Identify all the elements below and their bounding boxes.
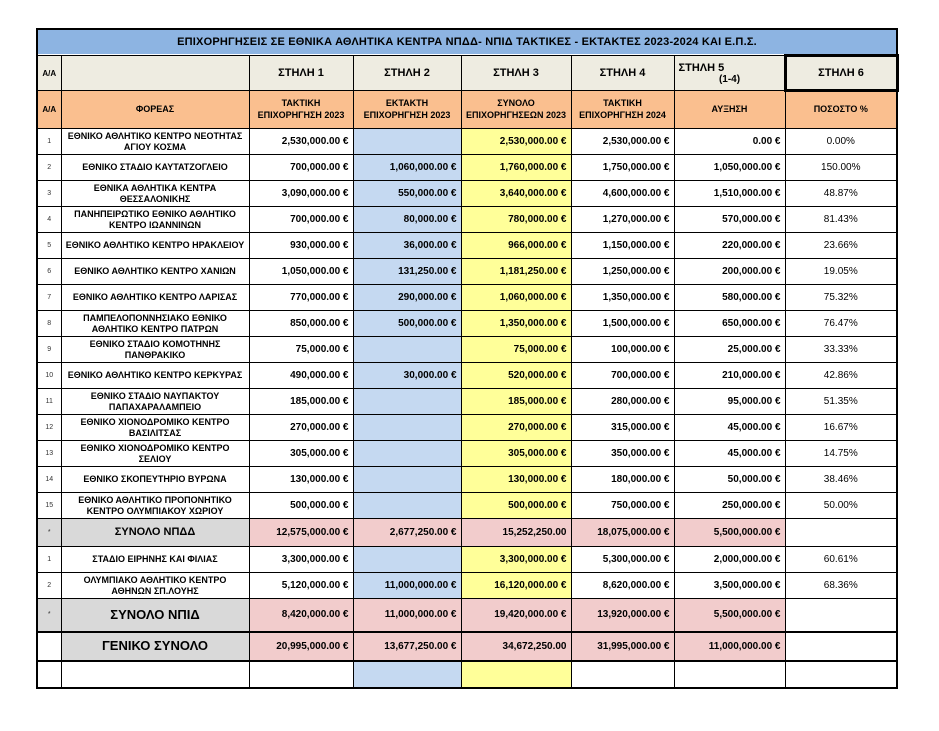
extra-2023-cell: 1,060,000.00 € [353, 155, 461, 181]
table-row [37, 389, 897, 415]
extra-2023-cell [353, 415, 461, 441]
entity-name-cell: ΕΘΝΙΚΟ ΣΤΑΔΙΟ ΚΑΥΤΑΤΖΟΓΛΕΙΟ [61, 155, 249, 181]
row-number-cell [37, 632, 61, 661]
total-2023-cell: 1,060,000.00 € [461, 285, 571, 311]
regular-2023-cell: 3,300,000.00 € [249, 547, 353, 573]
percent-cell: 68.36% [785, 573, 897, 599]
table-row [37, 467, 897, 493]
row-number-cell: 8 [37, 311, 61, 337]
extra-2023-cell: 36,000.00 € [353, 233, 461, 259]
column3-header: ΣΤΗΛΗ 3 [461, 56, 571, 91]
blank-header [61, 56, 249, 91]
increase-cell: 50,000.00 € [674, 467, 785, 493]
percent-cell: 19.05% [785, 259, 897, 285]
regular-2023-cell: 130,000.00 € [249, 467, 353, 493]
regular-2023-cell: 270,000.00 € [249, 415, 353, 441]
extra-2023-cell [353, 547, 461, 573]
total-2023-cell: 16,120,000.00 € [461, 573, 571, 599]
row-number-cell: * [37, 519, 61, 547]
regular-2024-cell: 1,750,000.00 € [571, 155, 674, 181]
regular-2024-cell: 100,000.00 € [571, 337, 674, 363]
row-number-cell: 15 [37, 493, 61, 519]
regular-2024-cell [571, 661, 674, 688]
regular-2023-cell: 1,050,000.00 € [249, 259, 353, 285]
table-row [37, 363, 897, 389]
aa-header: Α/Α [37, 56, 61, 91]
total-2023-cell: 130,000.00 € [461, 467, 571, 493]
table-row [37, 573, 897, 599]
increase-cell: 3,500,000.00 € [674, 573, 785, 599]
total-2023-cell: 780,000.00 € [461, 207, 571, 233]
regular-2024-cell: 280,000.00 € [571, 389, 674, 415]
total-2023-cell: 500,000.00 € [461, 493, 571, 519]
regular-2024-cell: 31,995,000.00 € [571, 632, 674, 661]
column5-label: ΣΤΗΛΗ 5 [678, 61, 725, 74]
total-2023-cell: 3,300,000.00 € [461, 547, 571, 573]
table-row [37, 311, 897, 337]
total-2023-cell: 1,350,000.00 € [461, 311, 571, 337]
row-number-cell: * [37, 599, 61, 632]
table-row [37, 337, 897, 363]
percent-cell [785, 661, 897, 688]
extra-2023-cell [353, 467, 461, 493]
regular-2023-cell: 770,000.00 € [249, 285, 353, 311]
percent-cell: 23.66% [785, 233, 897, 259]
increase-cell: 210,000.00 € [674, 363, 785, 389]
entity-name-cell: ΕΘΝΙΚΟ ΑΘΛΗΤΙΚΟ ΚΕΝΤΡΟ ΚΕΡΚΥΡΑΣ [61, 363, 249, 389]
total-2023-cell: 19,420,000.00 € [461, 599, 571, 632]
column2-header: ΣΤΗΛΗ 2 [353, 56, 461, 91]
regular-2024-cell: 13,920,000.00 € [571, 599, 674, 632]
table-row [37, 441, 897, 467]
percent-cell: 50.00% [785, 493, 897, 519]
row-number-cell: 3 [37, 181, 61, 207]
table-row [37, 155, 897, 181]
entity-name-cell: ΕΘΝΙΚΟ ΣΤΑΔΙΟ ΚΟΜΟΤΗΝΗΣ ΠΑΝΘΡΑΚΙΚΟ [61, 337, 249, 363]
regular-2024-cell: 1,350,000.00 € [571, 285, 674, 311]
regular-2024-cell: 4,600,000.00 € [571, 181, 674, 207]
total-2023-cell: 34,672,250.00 [461, 632, 571, 661]
extra-2023-cell: 500,000.00 € [353, 311, 461, 337]
extra-2023-cell: 11,000,000.00 € [353, 573, 461, 599]
extra-2023-cell [353, 129, 461, 155]
column4-header: ΣΤΗΛΗ 4 [571, 56, 674, 91]
percent-cell [785, 599, 897, 632]
increase-cell: 95,000.00 € [674, 389, 785, 415]
column6-header: ΣΤΗΛΗ 6 [785, 56, 897, 91]
entity-name-cell: ΣΤΑΔΙΟ ΕΙΡΗΝΗΣ ΚΑΙ ΦΙΛΙΑΣ [61, 547, 249, 573]
extra-2023-cell [353, 389, 461, 415]
total-2023-cell: 520,000.00 € [461, 363, 571, 389]
regular-2023-cell: 500,000.00 € [249, 493, 353, 519]
extra-2023-cell [353, 337, 461, 363]
regular-2023-cell: 305,000.00 € [249, 441, 353, 467]
row-number-cell: 9 [37, 337, 61, 363]
percent-cell [785, 632, 897, 661]
table-row [37, 259, 897, 285]
extra-2023-cell: 290,000.00 € [353, 285, 461, 311]
increase-cell: 220,000.00 € [674, 233, 785, 259]
increase-cell: 5,500,000.00 € [674, 519, 785, 547]
table-row [37, 547, 897, 573]
regular-2024-cell: 1,270,000.00 € [571, 207, 674, 233]
percent-cell: 76.47% [785, 311, 897, 337]
row-number-cell: 6 [37, 259, 61, 285]
regular-2024-cell: 2,530,000.00 € [571, 129, 674, 155]
increase-cell: 650,000.00 € [674, 311, 785, 337]
increase-cell: 45,000.00 € [674, 441, 785, 467]
table-body [37, 129, 897, 688]
entity-name-cell: ΠΑΝΗΠΕΙΡΩΤΙΚΟ ΕΘΝΙΚΟ ΑΘΛΗΤΙΚΟ ΚΕΝΤΡΟ ΙΩΑΝΝΙΝΩΝ [61, 207, 249, 233]
extra-2023-cell: 550,000.00 € [353, 181, 461, 207]
regular-2023-header: ΤΑΚΤΙΚΗ ΕΠΙΧΟΡΗΓΗΣΗ 2023 [249, 91, 353, 129]
aa-header-label: Α/Α [37, 91, 61, 129]
regular-2024-cell: 1,250,000.00 € [571, 259, 674, 285]
increase-cell: 1,510,000.00 € [674, 181, 785, 207]
entity-name-cell: ΕΘΝΙΚΑ ΑΘΛΗΤΙΚΑ ΚΕΝΤΡΑ ΘΕΣΣΑΛΟΝΙΚΗΣ [61, 181, 249, 207]
total-2023-cell: 15,252,250.00 [461, 519, 571, 547]
regular-2023-cell: 8,420,000.00 € [249, 599, 353, 632]
percent-cell: 81.43% [785, 207, 897, 233]
increase-header: ΑΥΞΗΣΗ [674, 91, 785, 129]
entity-name-cell: ΕΘΝΙΚΟ ΧΙΟΝΟΔΡΟΜΙΚΟ ΚΕΝΤΡΟ ΣΕΛΙΟΥ [61, 441, 249, 467]
regular-2023-cell: 850,000.00 € [249, 311, 353, 337]
subsidies-table-sheet [36, 28, 896, 689]
total-2023-cell: 270,000.00 € [461, 415, 571, 441]
regular-2024-cell: 700,000.00 € [571, 363, 674, 389]
increase-cell: 25,000.00 € [674, 337, 785, 363]
column5-sublabel: (1-4) [718, 73, 741, 85]
regular-2023-cell: 75,000.00 € [249, 337, 353, 363]
percent-cell: 38.46% [785, 467, 897, 493]
row-number-cell: 5 [37, 233, 61, 259]
row-number-cell: 7 [37, 285, 61, 311]
extra-2023-cell: 80,000.00 € [353, 207, 461, 233]
entity-name-cell: ΕΘΝΙΚΟ ΑΘΛΗΤΙΚΟ ΚΕΝΤΡΟ ΛΑΡΙΣΑΣ [61, 285, 249, 311]
percent-cell: 51.35% [785, 389, 897, 415]
regular-2023-cell: 20,995,000.00 € [249, 632, 353, 661]
percent-cell: 16.67% [785, 415, 897, 441]
total-2023-cell: 75,000.00 € [461, 337, 571, 363]
table-row [37, 493, 897, 519]
row-number-cell: 2 [37, 573, 61, 599]
entity-name-cell: ΕΘΝΙΚΟ ΣΤΑΔΙΟ ΝΑΥΠΑΚΤΟΥ ΠΑΠΑΧΑΡΑΛΑΜΠΕΙΟ [61, 389, 249, 415]
row-number-cell: 12 [37, 415, 61, 441]
row-number-cell: 10 [37, 363, 61, 389]
entity-name-cell [61, 661, 249, 688]
percent-cell: 60.61% [785, 547, 897, 573]
percent-cell [785, 519, 897, 547]
increase-cell: 580,000.00 € [674, 285, 785, 311]
column-title-header-row [37, 91, 897, 129]
total-2023-cell: 305,000.00 € [461, 441, 571, 467]
increase-cell: 11,000,000.00 € [674, 632, 785, 661]
row-number-cell: 2 [37, 155, 61, 181]
regular-2024-cell: 18,075,000.00 € [571, 519, 674, 547]
regular-2024-cell: 180,000.00 € [571, 467, 674, 493]
regular-2023-cell: 700,000.00 € [249, 207, 353, 233]
row-number-cell: 4 [37, 207, 61, 233]
column5-header [674, 56, 785, 91]
table-row [37, 233, 897, 259]
increase-cell: 200,000.00 € [674, 259, 785, 285]
entity-name-cell: ΕΘΝΙΚΟ ΑΘΛΗΤΙΚΟ ΠΡΟΠΟΝΗΤΙΚΟ ΚΕΝΤΡΟ ΟΛΥΜΠΙΑΚΟΥ ΧΩΡΙΟΥ [61, 493, 249, 519]
increase-cell: 45,000.00 € [674, 415, 785, 441]
entity-name-cell: ΟΛΥΜΠΙΑΚΟ ΑΘΛΗΤΙΚΟ ΚΕΝΤΡΟ ΑΘΗΝΩΝ ΣΠ.ΛΟΥΗΣ [61, 573, 249, 599]
percent-cell: 42.86% [785, 363, 897, 389]
regular-2023-cell: 700,000.00 € [249, 155, 353, 181]
extra-2023-cell: 30,000.00 € [353, 363, 461, 389]
regular-2023-cell: 3,090,000.00 € [249, 181, 353, 207]
entity-name-cell: ΠΑΜΠΕΛΟΠΟΝΝΗΣΙΑΚΟ ΕΘΝΙΚΟ ΑΘΛΗΤΙΚΟ ΚΕΝΤΡΟ ΠΑΤΡΩΝ [61, 311, 249, 337]
entity-name-cell: ΣΥΝΟΛΟ ΝΠΔΔ [61, 519, 249, 547]
row-number-cell: 11 [37, 389, 61, 415]
extra-2023-cell [353, 493, 461, 519]
column-index-header-row [37, 56, 897, 91]
row-number-cell: 1 [37, 129, 61, 155]
percent-cell: 33.33% [785, 337, 897, 363]
regular-2023-cell: 185,000.00 € [249, 389, 353, 415]
total-2023-cell: 3,640,000.00 € [461, 181, 571, 207]
total-2023-cell: 966,000.00 € [461, 233, 571, 259]
increase-cell: 5,500,000.00 € [674, 599, 785, 632]
regular-2024-header: ΤΑΚΤΙΚΗ ΕΠΙΧΟΡΗΓΗΣΗ 2024 [571, 91, 674, 129]
column1-header: ΣΤΗΛΗ 1 [249, 56, 353, 91]
percent-cell: 150.00% [785, 155, 897, 181]
row-number-cell: 1 [37, 547, 61, 573]
regular-2023-cell [249, 661, 353, 688]
regular-2024-cell: 8,620,000.00 € [571, 573, 674, 599]
table-row [37, 129, 897, 155]
increase-cell: 0.00 € [674, 129, 785, 155]
grand-total-row [37, 632, 897, 661]
total-2023-cell [461, 661, 571, 688]
extra-2023-cell: 11,000,000.00 € [353, 599, 461, 632]
regular-2023-cell: 490,000.00 € [249, 363, 353, 389]
empty-row [37, 661, 897, 688]
entity-header: ΦΟΡΕΑΣ [61, 91, 249, 129]
increase-cell: 2,000,000.00 € [674, 547, 785, 573]
extra-2023-cell: 2,677,250.00 € [353, 519, 461, 547]
total-2023-header: ΣΥΝΟΛΟ ΕΠΙΧΟΡΗΓΗΣΕΩΝ 2023 [461, 91, 571, 129]
extra-2023-cell: 13,677,250.00 € [353, 632, 461, 661]
entity-name-cell: ΕΘΝΙΚΟ ΑΘΛΗΤΙΚΟ ΚΕΝΤΡΟ ΧΑΝΙΩΝ [61, 259, 249, 285]
table-row [37, 207, 897, 233]
regular-2023-cell: 12,575,000.00 € [249, 519, 353, 547]
table-row [37, 285, 897, 311]
extra-2023-cell [353, 661, 461, 688]
extra-2023-cell [353, 441, 461, 467]
increase-cell: 250,000.00 € [674, 493, 785, 519]
percent-header: ΠΟΣΟΣΤΟ % [785, 91, 897, 129]
entity-name-cell: ΕΘΝΙΚΟ ΑΘΛΗΤΙΚΟ ΚΕΝΤΡΟ ΝΕΟΤΗΤΑΣ ΑΓΙΟΥ ΚΟΣΜΑ [61, 129, 249, 155]
total-row [37, 599, 897, 632]
regular-2023-cell: 930,000.00 € [249, 233, 353, 259]
regular-2024-cell: 315,000.00 € [571, 415, 674, 441]
regular-2024-cell: 1,500,000.00 € [571, 311, 674, 337]
title-row [37, 29, 897, 56]
table-row [37, 181, 897, 207]
increase-cell: 570,000.00 € [674, 207, 785, 233]
row-number-cell [37, 661, 61, 688]
page-title: ΕΠΙΧΟΡΗΓΗΣΕΙΣ ΣΕ ΕΘΝΙΚΑ ΑΘΛΗΤΙΚΑ ΚΕΝΤΡΑ ΝΠΔΔ- ΝΠΙΔ ΤΑΚΤΙΚΕΣ - ΕΚΤΑΚΤΕΣ 2023-2024 ΚΑΙ Ε.Π.Σ. [37, 29, 897, 56]
percent-cell: 14.75% [785, 441, 897, 467]
entity-name-cell: ΣΥΝΟΛΟ ΝΠΙΔ [61, 599, 249, 632]
extra-2023-cell: 131,250.00 € [353, 259, 461, 285]
subsidies-table [36, 28, 899, 689]
entity-name-cell: ΕΘΝΙΚΟ ΧΙΟΝΟΔΡΟΜΙΚΟ ΚΕΝΤΡΟ ΒΑΣΙΛΙΤΣΑΣ [61, 415, 249, 441]
total-2023-cell: 1,760,000.00 € [461, 155, 571, 181]
total-2023-cell: 185,000.00 € [461, 389, 571, 415]
entity-name-cell: ΕΘΝΙΚΟ ΣΚΟΠΕΥΤΗΡΙΟ ΒΥΡΩΝΑ [61, 467, 249, 493]
regular-2024-cell: 1,150,000.00 € [571, 233, 674, 259]
entity-name-cell: ΕΘΝΙΚΟ ΑΘΛΗΤΙΚΟ ΚΕΝΤΡΟ ΗΡΑΚΛΕΙΟΥ [61, 233, 249, 259]
regular-2023-cell: 2,530,000.00 € [249, 129, 353, 155]
total-2023-cell: 1,181,250.00 € [461, 259, 571, 285]
regular-2024-cell: 750,000.00 € [571, 493, 674, 519]
table-row [37, 415, 897, 441]
regular-2024-cell: 350,000.00 € [571, 441, 674, 467]
increase-cell: 1,050,000.00 € [674, 155, 785, 181]
percent-cell: 48.87% [785, 181, 897, 207]
total-row [37, 519, 897, 547]
entity-name-cell: ΓΕΝΙΚΟ ΣΥΝΟΛΟ [61, 632, 249, 661]
row-number-cell: 14 [37, 467, 61, 493]
percent-cell: 75.32% [785, 285, 897, 311]
extra-2023-header: ΕΚΤΑΚΤΗ ΕΠΙΧΟΡΗΓΗΣΗ 2023 [353, 91, 461, 129]
total-2023-cell: 2,530,000.00 € [461, 129, 571, 155]
regular-2024-cell: 5,300,000.00 € [571, 547, 674, 573]
regular-2023-cell: 5,120,000.00 € [249, 573, 353, 599]
increase-cell [674, 661, 785, 688]
row-number-cell: 13 [37, 441, 61, 467]
percent-cell: 0.00% [785, 129, 897, 155]
